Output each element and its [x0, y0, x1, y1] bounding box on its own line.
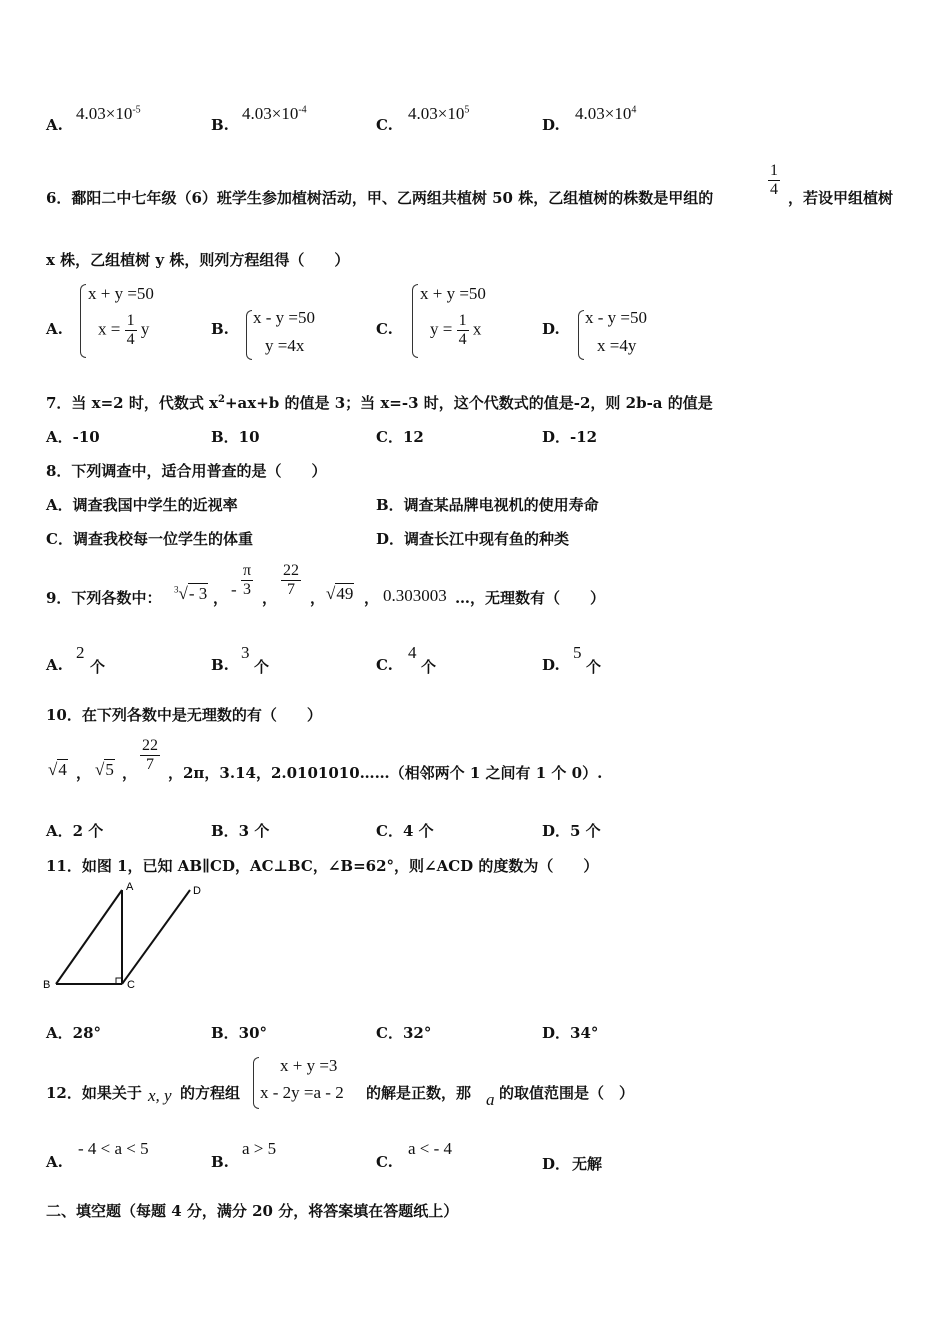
q9-option-d-unit: 个	[586, 658, 602, 676]
q5-option-b-label: B.	[211, 116, 229, 134]
q12-option-a-expr: - 4 < a < 5	[78, 1139, 149, 1158]
q6-option-a-eq2: x = $\frac{1}{4}$ y	[98, 312, 150, 348]
q7-option-d: D．-12	[542, 428, 598, 446]
q12-option-d-label: D．	[542, 1155, 571, 1173]
q6-option-d-brace	[578, 310, 584, 360]
q11-option-c: C．32°	[376, 1024, 432, 1042]
q9-sqrt49: √49	[326, 584, 354, 603]
q8-option-c: C．调查我校每一位学生的体重	[46, 530, 253, 548]
q10-option-d: D．5 个	[542, 822, 601, 840]
q9-pi-fraction: $\frac{\pi}{3}$	[243, 562, 252, 598]
q12-eq1: x + y =3	[280, 1056, 338, 1075]
q6-option-b-brace	[246, 310, 252, 360]
q12-vars: x, y	[148, 1086, 172, 1105]
q7-option-c: C．12	[376, 428, 424, 446]
q8-option-d: D．调查长江中现有鱼的种类	[376, 530, 570, 548]
q6-stem-line1-end: ，若设甲组植树	[788, 189, 894, 207]
label-a: A	[126, 881, 134, 893]
q9-sep2: ，	[262, 589, 278, 607]
q8-option-a: A．调查我国中学生的近视率	[46, 496, 238, 514]
q7-stem: 7．当 x=2 时，代数式 $x^2+ax+b$ 的值是 3；当 x=-3 时，这个代数式的值是-2，则 2b-a 的值是	[46, 394, 713, 412]
q9-option-d-number: 5	[573, 643, 582, 662]
q9-option-b-label: B.	[211, 656, 229, 674]
q5-option-a-label: A.	[46, 116, 63, 134]
q9-22-7-fraction: $\frac{22}{7}$	[283, 562, 299, 598]
label-d: D	[193, 885, 201, 897]
q12-stem-end: 的取值范围是（ ）	[499, 1084, 635, 1102]
q9-option-c-label: C.	[376, 656, 393, 674]
q12-option-a-label: A.	[46, 1153, 63, 1171]
q5-option-d-label: D.	[542, 116, 560, 134]
q9-stem-end: …，无理数有（ ）	[455, 589, 606, 607]
q11-stem: 11．如图 1，已知 AB∥CD，AC⊥BC，∠B=62°，则∠ACD 的度数为（ ）	[46, 857, 599, 875]
q9-option-c-unit: 个	[421, 658, 437, 676]
q11-figure	[40, 880, 220, 995]
q6-option-b-eq1: x - y =50	[253, 308, 315, 327]
q12-var-a: a	[486, 1090, 495, 1109]
q12-brace	[253, 1057, 259, 1109]
q5-option-c-label: C.	[376, 116, 393, 134]
q10-sep2: ，	[122, 764, 138, 782]
q9-option-b-number: 3	[241, 643, 250, 662]
segment-cd	[122, 890, 190, 984]
q6-option-a-label: A.	[46, 320, 63, 338]
q11-option-b: B．30°	[211, 1024, 268, 1042]
q12-stem-cont: 的解是正数，那	[366, 1084, 472, 1102]
q6-option-b-eq2: y =4x	[265, 336, 305, 355]
q9-option-b-unit: 个	[254, 658, 270, 676]
q11-option-d: D．34°	[542, 1024, 599, 1042]
q12-option-c-label: C.	[376, 1153, 393, 1171]
section-2-title: 二、填空题（每题 4 分，满分 20 分，将答案填在答题纸上）	[46, 1202, 459, 1220]
q9-cube-root: $^3$√- 3	[174, 584, 208, 603]
q7-option-a: A．-10	[46, 428, 100, 446]
q5-option-c-value: $4.03\times 10^5$	[408, 104, 470, 123]
q6-option-c-eq2: y = $\frac{1}{4}$ x	[430, 312, 482, 348]
q6-stem-line1: 6．鄱阳二中七年级（6）班学生参加植树活动，甲、乙两组共植树 50 株，乙组植树的株数是甲组的	[46, 189, 714, 207]
q12-option-d-expr: 无解	[572, 1155, 603, 1173]
q10-option-b: B．3 个	[211, 822, 270, 840]
q9-stem-start: 9．下列各数中：	[46, 589, 162, 607]
q10-sqrt4: √4	[48, 760, 67, 779]
q8-option-b: B．调查某品牌电视机的使用寿命	[376, 496, 599, 514]
q12-stem-start: 12．如果关于	[46, 1084, 142, 1102]
segment-ab	[56, 890, 122, 984]
q6-stem-line2: x 株，乙组植树 y 株，则列方程组得（ ）	[46, 251, 350, 269]
q9-option-a-unit: 个	[90, 658, 106, 676]
q5-option-b-value: $4.03\times 10^{-4}$	[242, 104, 307, 123]
q9-decimal: 0.303003	[383, 586, 447, 605]
q6-option-c-label: C.	[376, 320, 393, 338]
q10-22-7-fraction: $\frac{22}{7}$	[142, 737, 158, 773]
q10-option-c: C．4 个	[376, 822, 434, 840]
q5-option-d-value: $4.03\times 10^4$	[575, 104, 637, 123]
q10-stem: 10．在下列各数中是无理数的有（ ）	[46, 706, 322, 724]
q10-option-a: A．2 个	[46, 822, 104, 840]
label-b: B	[43, 979, 51, 991]
q9-sep4: ，	[364, 589, 380, 607]
q9-sep3: ，	[310, 589, 326, 607]
q12-option-b-expr: a > 5	[242, 1139, 277, 1158]
q9-option-c-number: 4	[408, 643, 417, 662]
q6-option-c-eq1: x + y =50	[420, 284, 486, 303]
q7-option-b: B．10	[211, 428, 260, 446]
q8-stem: 8．下列调查中，适合用普查的是（ ）	[46, 462, 327, 480]
q12-option-b-label: B.	[211, 1153, 229, 1171]
q10-sep1: ，	[76, 764, 92, 782]
q6-fraction: $\frac{1}{4}$	[770, 162, 778, 198]
q12-eq2: x - 2y =a - 2	[260, 1083, 344, 1102]
q11-option-a: A．28°	[46, 1024, 102, 1042]
q6-option-c-brace	[412, 284, 418, 358]
q5-option-a-value: $4.03\times 10^{-5}$	[76, 104, 141, 123]
q9-sep1: ，	[213, 589, 229, 607]
q6-option-b-label: B.	[211, 320, 229, 338]
q12-option-c-expr: a < - 4	[408, 1139, 453, 1158]
q9-option-a-label: A.	[46, 656, 63, 674]
q10-sqrt5: √5	[95, 760, 114, 779]
label-c: C	[127, 979, 135, 991]
q10-tail: ，2π，3.14，2.0101010……（相邻两个 1 之间有 1 个 0）.	[168, 764, 603, 782]
q6-option-a-brace	[80, 284, 86, 358]
q6-option-d-label: D.	[542, 320, 560, 338]
q12-stem-mid: 的方程组	[180, 1084, 241, 1102]
q9-neg-sign: -	[231, 580, 237, 599]
q6-option-d-eq1: x - y =50	[585, 308, 647, 327]
q6-option-a-eq1: x + y =50	[88, 284, 154, 303]
q6-option-d-eq2: x =4y	[597, 336, 637, 355]
q9-option-d-label: D.	[542, 656, 560, 674]
q9-option-a-number: 2	[76, 643, 85, 662]
